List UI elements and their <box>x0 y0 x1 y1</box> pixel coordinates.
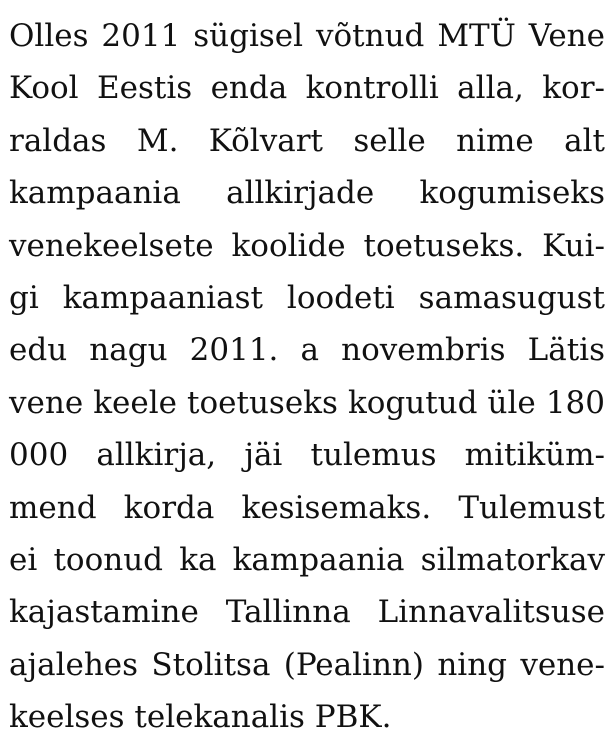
text-line: Kool Eestis enda kontrolli alla, kor- <box>9 70 605 107</box>
text-line: kajastamine Tallinna Linnavalitsuse <box>9 594 605 631</box>
text-line: keelses telekanalis PBK. <box>9 699 392 736</box>
text-line: venekeelsete koolide toetuseks. Kui- <box>9 227 605 264</box>
text-line: 000 allkirja, jäi tulemus mitiküm- <box>9 437 605 474</box>
body-paragraph <box>9 10 605 743</box>
text-line: raldas M. Kõlvart selle nime alt <box>9 122 605 159</box>
text-line: kampaania allkirjade kogumiseks <box>9 175 605 212</box>
text-line: gi kampaaniast loodeti samasugust <box>9 279 605 316</box>
text-line: Olles 2011 sügisel võtnud MTÜ Vene <box>9 18 605 54</box>
text-line: mend korda kesisemaks. Tulemust <box>9 489 605 526</box>
text-line: edu nagu 2011. a novembris Lätis <box>9 332 605 369</box>
text-line: ei toonud ka kampaania silmatorkav <box>9 541 605 578</box>
text-line: ajalehes Stolitsa (Pealinn) ning vene- <box>9 646 605 683</box>
text-line: vene keele toetuseks kogutud üle 180 <box>9 384 605 421</box>
